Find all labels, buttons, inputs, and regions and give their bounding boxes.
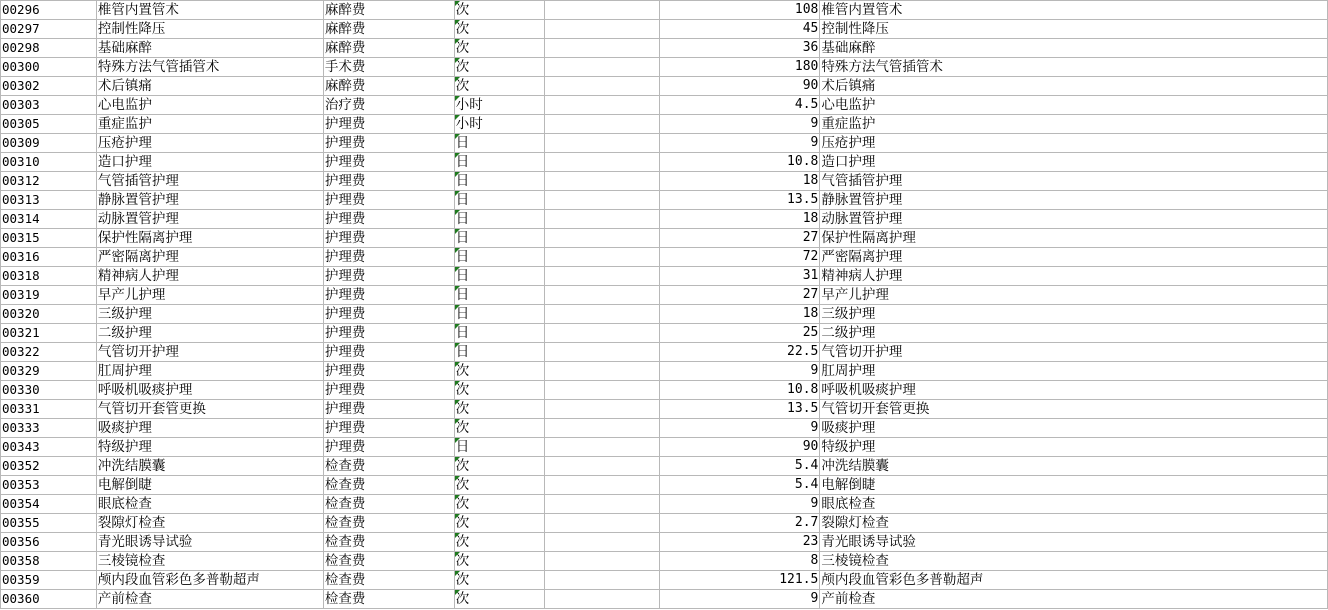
cell-fee-category[interactable]: 手术费 — [323, 58, 454, 77]
table-row[interactable] — [1, 115, 1328, 134]
cell-item-name[interactable]: 基础麻醉 — [96, 39, 323, 58]
table-row[interactable] — [1, 400, 1328, 419]
cell-item-name-copy[interactable]: 基础麻醉 — [820, 39, 1328, 58]
cell-item-name-copy[interactable]: 压疮护理 — [820, 134, 1328, 153]
cell-empty[interactable] — [544, 495, 659, 514]
cell-fee-category[interactable]: 检查费 — [323, 495, 454, 514]
table-row[interactable] — [1, 457, 1328, 476]
cell-unit[interactable]: 次 — [454, 533, 544, 552]
cell-price[interactable]: 18 — [659, 210, 820, 229]
cell-fee-category[interactable]: 护理费 — [323, 191, 454, 210]
cell-item-name-copy[interactable]: 呼吸机吸痰护理 — [820, 381, 1328, 400]
cell-price[interactable]: 36 — [659, 39, 820, 58]
cell-unit[interactable]: 次 — [454, 495, 544, 514]
cell-fee-category[interactable]: 麻醉费 — [323, 77, 454, 96]
cell-unit[interactable]: 日 — [454, 438, 544, 457]
cell-fee-category[interactable]: 护理费 — [323, 134, 454, 153]
cell-empty[interactable] — [544, 267, 659, 286]
spreadsheet-body — [1, 1, 1328, 609]
cell-fee-category[interactable]: 护理费 — [323, 400, 454, 419]
cell-empty[interactable] — [544, 134, 659, 153]
cell-item-name[interactable]: 眼底检查 — [96, 495, 323, 514]
cell-item-name[interactable]: 精神病人护理 — [96, 267, 323, 286]
cell-unit[interactable]: 次 — [454, 381, 544, 400]
cell-empty[interactable] — [544, 153, 659, 172]
cell-empty[interactable] — [544, 362, 659, 381]
table-row[interactable] — [1, 419, 1328, 438]
cell-fee-category[interactable]: 护理费 — [323, 438, 454, 457]
cell-price[interactable]: 90 — [659, 438, 820, 457]
cell-empty[interactable] — [544, 457, 659, 476]
cell-item-code[interactable]: 00313 — [1, 191, 97, 210]
cell-item-name-copy[interactable]: 术后镇痛 — [820, 77, 1328, 96]
table-row[interactable] — [1, 362, 1328, 381]
cell-empty[interactable] — [544, 77, 659, 96]
cell-fee-category[interactable]: 护理费 — [323, 210, 454, 229]
cell-item-name[interactable]: 早产儿护理 — [96, 286, 323, 305]
cell-item-name-copy[interactable]: 保护性隔离护理 — [820, 229, 1328, 248]
cell-empty[interactable] — [544, 191, 659, 210]
cell-price[interactable]: 10.8 — [659, 153, 820, 172]
cell-empty[interactable] — [544, 172, 659, 191]
table-row[interactable] — [1, 248, 1328, 267]
table-row[interactable] — [1, 191, 1328, 210]
cell-unit[interactable]: 小时 — [454, 96, 544, 115]
cell-item-name[interactable]: 特殊方法气管插管术 — [96, 58, 323, 77]
cell-item-name-copy[interactable]: 气管插管护理 — [820, 172, 1328, 191]
cell-item-name-copy[interactable]: 特殊方法气管插管术 — [820, 58, 1328, 77]
cell-item-code[interactable]: 00303 — [1, 96, 97, 115]
cell-item-name-copy[interactable]: 裂隙灯检查 — [820, 514, 1328, 533]
cell-price[interactable]: 10.8 — [659, 381, 820, 400]
cell-unit[interactable]: 次 — [454, 590, 544, 609]
cell-item-code[interactable]: 00297 — [1, 20, 97, 39]
cell-fee-category[interactable]: 护理费 — [323, 153, 454, 172]
cell-price[interactable]: 13.5 — [659, 191, 820, 210]
cell-price[interactable]: 5.4 — [659, 476, 820, 495]
cell-empty[interactable] — [544, 400, 659, 419]
cell-price[interactable]: 18 — [659, 305, 820, 324]
cell-item-name-copy[interactable]: 重症监护 — [820, 115, 1328, 134]
cell-item-name[interactable]: 椎管内置管术 — [96, 1, 323, 20]
cell-price[interactable]: 9 — [659, 134, 820, 153]
cell-item-name[interactable]: 动脉置管护理 — [96, 210, 323, 229]
table-row[interactable] — [1, 381, 1328, 400]
cell-fee-category[interactable]: 护理费 — [323, 229, 454, 248]
cell-item-name-copy[interactable]: 气管切开套管更换 — [820, 400, 1328, 419]
cell-item-name-copy[interactable]: 动脉置管护理 — [820, 210, 1328, 229]
cell-fee-category[interactable]: 麻醉费 — [323, 1, 454, 20]
cell-price[interactable]: 22.5 — [659, 343, 820, 362]
table-row[interactable] — [1, 229, 1328, 248]
cell-item-code[interactable]: 00320 — [1, 305, 97, 324]
cell-fee-category[interactable]: 护理费 — [323, 343, 454, 362]
cell-fee-category[interactable]: 检查费 — [323, 571, 454, 590]
cell-unit[interactable]: 日 — [454, 153, 544, 172]
cell-item-name[interactable]: 严密隔离护理 — [96, 248, 323, 267]
cell-price[interactable]: 8 — [659, 552, 820, 571]
cell-fee-category[interactable]: 护理费 — [323, 172, 454, 191]
cell-price[interactable]: 121.5 — [659, 571, 820, 590]
cell-item-name-copy[interactable]: 特级护理 — [820, 438, 1328, 457]
cell-price[interactable]: 9 — [659, 590, 820, 609]
cell-unit[interactable]: 日 — [454, 229, 544, 248]
table-row[interactable] — [1, 210, 1328, 229]
table-row[interactable] — [1, 153, 1328, 172]
cell-item-name[interactable]: 保护性隔离护理 — [96, 229, 323, 248]
cell-fee-category[interactable]: 护理费 — [323, 362, 454, 381]
cell-unit[interactable]: 次 — [454, 362, 544, 381]
cell-item-code[interactable]: 00322 — [1, 343, 97, 362]
cell-item-name-copy[interactable]: 气管切开护理 — [820, 343, 1328, 362]
cell-item-name-copy[interactable]: 静脉置管护理 — [820, 191, 1328, 210]
cell-item-name-copy[interactable]: 椎管内置管术 — [820, 1, 1328, 20]
table-row[interactable] — [1, 172, 1328, 191]
table-row[interactable] — [1, 343, 1328, 362]
cell-empty[interactable] — [544, 96, 659, 115]
cell-item-code[interactable]: 00305 — [1, 115, 97, 134]
cell-item-name-copy[interactable]: 冲洗结膜囊 — [820, 457, 1328, 476]
cell-unit[interactable]: 次 — [454, 77, 544, 96]
cell-empty[interactable] — [544, 324, 659, 343]
cell-item-name-copy[interactable]: 精神病人护理 — [820, 267, 1328, 286]
cell-item-name[interactable]: 产前检查 — [96, 590, 323, 609]
cell-item-name-copy[interactable]: 三棱镜检查 — [820, 552, 1328, 571]
cell-unit[interactable]: 日 — [454, 191, 544, 210]
cell-fee-category[interactable]: 护理费 — [323, 248, 454, 267]
cell-price[interactable]: 4.5 — [659, 96, 820, 115]
cell-unit[interactable]: 次 — [454, 457, 544, 476]
cell-price[interactable]: 108 — [659, 1, 820, 20]
cell-item-name-copy[interactable]: 二级护理 — [820, 324, 1328, 343]
cell-price[interactable]: 90 — [659, 77, 820, 96]
cell-fee-category[interactable]: 检查费 — [323, 590, 454, 609]
cell-item-name[interactable]: 气管切开套管更换 — [96, 400, 323, 419]
cell-item-name[interactable]: 吸痰护理 — [96, 419, 323, 438]
cell-item-code[interactable]: 00353 — [1, 476, 97, 495]
cell-unit[interactable]: 日 — [454, 286, 544, 305]
table-row[interactable] — [1, 571, 1328, 590]
cell-item-code[interactable]: 00360 — [1, 590, 97, 609]
cell-item-name[interactable]: 静脉置管护理 — [96, 191, 323, 210]
cell-item-code[interactable]: 00343 — [1, 438, 97, 457]
cell-item-code[interactable]: 00355 — [1, 514, 97, 533]
cell-item-name-copy[interactable]: 产前检查 — [820, 590, 1328, 609]
cell-fee-category[interactable]: 检查费 — [323, 552, 454, 571]
cell-empty[interactable] — [544, 115, 659, 134]
cell-item-code[interactable]: 00298 — [1, 39, 97, 58]
cell-empty[interactable] — [544, 248, 659, 267]
cell-fee-category[interactable]: 护理费 — [323, 324, 454, 343]
cell-fee-category[interactable]: 麻醉费 — [323, 20, 454, 39]
table-row[interactable] — [1, 267, 1328, 286]
cell-empty[interactable] — [544, 1, 659, 20]
cell-price[interactable]: 18 — [659, 172, 820, 191]
cell-item-name[interactable]: 电解倒睫 — [96, 476, 323, 495]
table-row[interactable] — [1, 96, 1328, 115]
cell-item-name[interactable]: 二级护理 — [96, 324, 323, 343]
cell-unit[interactable]: 日 — [454, 343, 544, 362]
cell-fee-category[interactable]: 麻醉费 — [323, 39, 454, 58]
cell-item-name-copy[interactable]: 早产儿护理 — [820, 286, 1328, 305]
cell-item-code[interactable]: 00352 — [1, 457, 97, 476]
cell-item-name[interactable]: 颅内段血管彩色多普勒超声 — [96, 571, 323, 590]
table-row[interactable] — [1, 305, 1328, 324]
table-row[interactable] — [1, 438, 1328, 457]
cell-unit[interactable]: 日 — [454, 248, 544, 267]
cell-item-name[interactable]: 肛周护理 — [96, 362, 323, 381]
cell-item-name[interactable]: 特级护理 — [96, 438, 323, 457]
table-row[interactable] — [1, 58, 1328, 77]
cell-item-code[interactable]: 00296 — [1, 1, 97, 20]
cell-item-name[interactable]: 三棱镜检查 — [96, 552, 323, 571]
cell-item-code[interactable]: 00310 — [1, 153, 97, 172]
cell-item-name[interactable]: 造口护理 — [96, 153, 323, 172]
cell-empty[interactable] — [544, 343, 659, 362]
cell-item-name[interactable]: 控制性降压 — [96, 20, 323, 39]
cell-item-code[interactable]: 00300 — [1, 58, 97, 77]
cell-item-code[interactable]: 00319 — [1, 286, 97, 305]
cell-empty[interactable] — [544, 552, 659, 571]
cell-fee-category[interactable]: 护理费 — [323, 115, 454, 134]
cell-fee-category[interactable]: 检查费 — [323, 514, 454, 533]
cell-empty[interactable] — [544, 590, 659, 609]
cell-item-code[interactable]: 00321 — [1, 324, 97, 343]
cell-item-name[interactable]: 冲洗结膜囊 — [96, 457, 323, 476]
cell-item-name-copy[interactable]: 造口护理 — [820, 153, 1328, 172]
cell-unit[interactable]: 次 — [454, 476, 544, 495]
cell-price[interactable]: 2.7 — [659, 514, 820, 533]
cell-item-name[interactable]: 三级护理 — [96, 305, 323, 324]
cell-item-name[interactable]: 气管插管护理 — [96, 172, 323, 191]
cell-price[interactable]: 31 — [659, 267, 820, 286]
cell-unit[interactable]: 日 — [454, 305, 544, 324]
cell-item-code[interactable]: 00356 — [1, 533, 97, 552]
cell-item-code[interactable]: 00333 — [1, 419, 97, 438]
cell-item-code[interactable]: 00318 — [1, 267, 97, 286]
cell-fee-category[interactable]: 检查费 — [323, 533, 454, 552]
cell-price[interactable]: 13.5 — [659, 400, 820, 419]
cell-item-code[interactable]: 00358 — [1, 552, 97, 571]
cell-item-name-copy[interactable]: 电解倒睫 — [820, 476, 1328, 495]
cell-item-name-copy[interactable]: 心电监护 — [820, 96, 1328, 115]
cell-item-name[interactable]: 裂隙灯检查 — [96, 514, 323, 533]
cell-price[interactable]: 25 — [659, 324, 820, 343]
cell-item-code[interactable]: 00354 — [1, 495, 97, 514]
cell-empty[interactable] — [544, 20, 659, 39]
table-row[interactable] — [1, 77, 1328, 96]
cell-unit[interactable]: 次 — [454, 419, 544, 438]
cell-item-name[interactable]: 心电监护 — [96, 96, 323, 115]
cell-empty[interactable] — [544, 438, 659, 457]
table-row[interactable] — [1, 590, 1328, 609]
cell-empty[interactable] — [544, 571, 659, 590]
table-row[interactable] — [1, 495, 1328, 514]
cell-item-code[interactable]: 00309 — [1, 134, 97, 153]
table-row[interactable] — [1, 20, 1328, 39]
cell-unit[interactable]: 日 — [454, 324, 544, 343]
cell-unit[interactable]: 次 — [454, 571, 544, 590]
cell-unit[interactable]: 次 — [454, 58, 544, 77]
cell-unit[interactable]: 日 — [454, 172, 544, 191]
cell-item-name[interactable]: 气管切开护理 — [96, 343, 323, 362]
cell-fee-category[interactable]: 护理费 — [323, 286, 454, 305]
cell-item-code[interactable]: 00329 — [1, 362, 97, 381]
cell-price[interactable]: 9 — [659, 419, 820, 438]
cell-item-name-copy[interactable]: 眼底检查 — [820, 495, 1328, 514]
cell-item-name[interactable]: 术后镇痛 — [96, 77, 323, 96]
cell-item-code[interactable]: 00331 — [1, 400, 97, 419]
cell-item-name[interactable]: 青光眼诱导试验 — [96, 533, 323, 552]
cell-price[interactable]: 5.4 — [659, 457, 820, 476]
cell-fee-category[interactable]: 检查费 — [323, 476, 454, 495]
cell-price[interactable]: 9 — [659, 115, 820, 134]
cell-fee-category[interactable]: 护理费 — [323, 267, 454, 286]
table-row[interactable] — [1, 552, 1328, 571]
table-row[interactable] — [1, 286, 1328, 305]
cell-item-name[interactable]: 压疮护理 — [96, 134, 323, 153]
cell-price[interactable]: 180 — [659, 58, 820, 77]
cell-unit[interactable]: 日 — [454, 134, 544, 153]
table-row[interactable] — [1, 476, 1328, 495]
cell-unit[interactable]: 次 — [454, 1, 544, 20]
cell-empty[interactable] — [544, 381, 659, 400]
cell-item-code[interactable]: 00315 — [1, 229, 97, 248]
cell-item-name-copy[interactable]: 青光眼诱导试验 — [820, 533, 1328, 552]
table-row[interactable] — [1, 514, 1328, 533]
cell-unit[interactable]: 次 — [454, 552, 544, 571]
cell-empty[interactable] — [544, 533, 659, 552]
cell-fee-category[interactable]: 检查费 — [323, 457, 454, 476]
cell-empty[interactable] — [544, 58, 659, 77]
cell-empty[interactable] — [544, 210, 659, 229]
cell-item-name-copy[interactable]: 严密隔离护理 — [820, 248, 1328, 267]
cell-price[interactable]: 9 — [659, 362, 820, 381]
cell-fee-category[interactable]: 护理费 — [323, 305, 454, 324]
cell-item-name[interactable]: 重症监护 — [96, 115, 323, 134]
cell-unit[interactable]: 日 — [454, 210, 544, 229]
cell-item-code[interactable]: 00330 — [1, 381, 97, 400]
cell-empty[interactable] — [544, 286, 659, 305]
table-row[interactable] — [1, 324, 1328, 343]
cell-empty[interactable] — [544, 39, 659, 58]
cell-unit[interactable]: 日 — [454, 267, 544, 286]
cell-empty[interactable] — [544, 419, 659, 438]
cell-item-code[interactable]: 00312 — [1, 172, 97, 191]
cell-empty[interactable] — [544, 305, 659, 324]
table-row[interactable] — [1, 1, 1328, 20]
cell-unit[interactable]: 小时 — [454, 115, 544, 134]
cell-price[interactable]: 9 — [659, 495, 820, 514]
cell-unit[interactable]: 次 — [454, 514, 544, 533]
cell-item-code[interactable]: 00302 — [1, 77, 97, 96]
table-row[interactable] — [1, 39, 1328, 58]
table-row[interactable] — [1, 134, 1328, 153]
cell-item-name-copy[interactable]: 吸痰护理 — [820, 419, 1328, 438]
cell-item-name-copy[interactable]: 肛周护理 — [820, 362, 1328, 381]
cell-unit[interactable]: 次 — [454, 20, 544, 39]
cell-item-code[interactable]: 00314 — [1, 210, 97, 229]
table-row[interactable] — [1, 533, 1328, 552]
cell-empty[interactable] — [544, 514, 659, 533]
cell-item-name[interactable]: 呼吸机吸痰护理 — [96, 381, 323, 400]
cell-fee-category[interactable]: 治疗费 — [323, 96, 454, 115]
cell-price[interactable]: 27 — [659, 229, 820, 248]
cell-price[interactable]: 27 — [659, 286, 820, 305]
cell-price[interactable]: 72 — [659, 248, 820, 267]
cell-item-name-copy[interactable]: 三级护理 — [820, 305, 1328, 324]
cell-item-name-copy[interactable]: 控制性降压 — [820, 20, 1328, 39]
cell-item-code[interactable]: 00359 — [1, 571, 97, 590]
cell-fee-category[interactable]: 护理费 — [323, 381, 454, 400]
cell-empty[interactable] — [544, 476, 659, 495]
cell-unit[interactable]: 次 — [454, 400, 544, 419]
cell-empty[interactable] — [544, 229, 659, 248]
cell-item-code[interactable]: 00316 — [1, 248, 97, 267]
cell-item-name-copy[interactable]: 颅内段血管彩色多普勒超声 — [820, 571, 1328, 590]
cell-price[interactable]: 23 — [659, 533, 820, 552]
cell-price[interactable]: 45 — [659, 20, 820, 39]
cell-fee-category[interactable]: 护理费 — [323, 419, 454, 438]
cell-unit[interactable]: 次 — [454, 39, 544, 58]
